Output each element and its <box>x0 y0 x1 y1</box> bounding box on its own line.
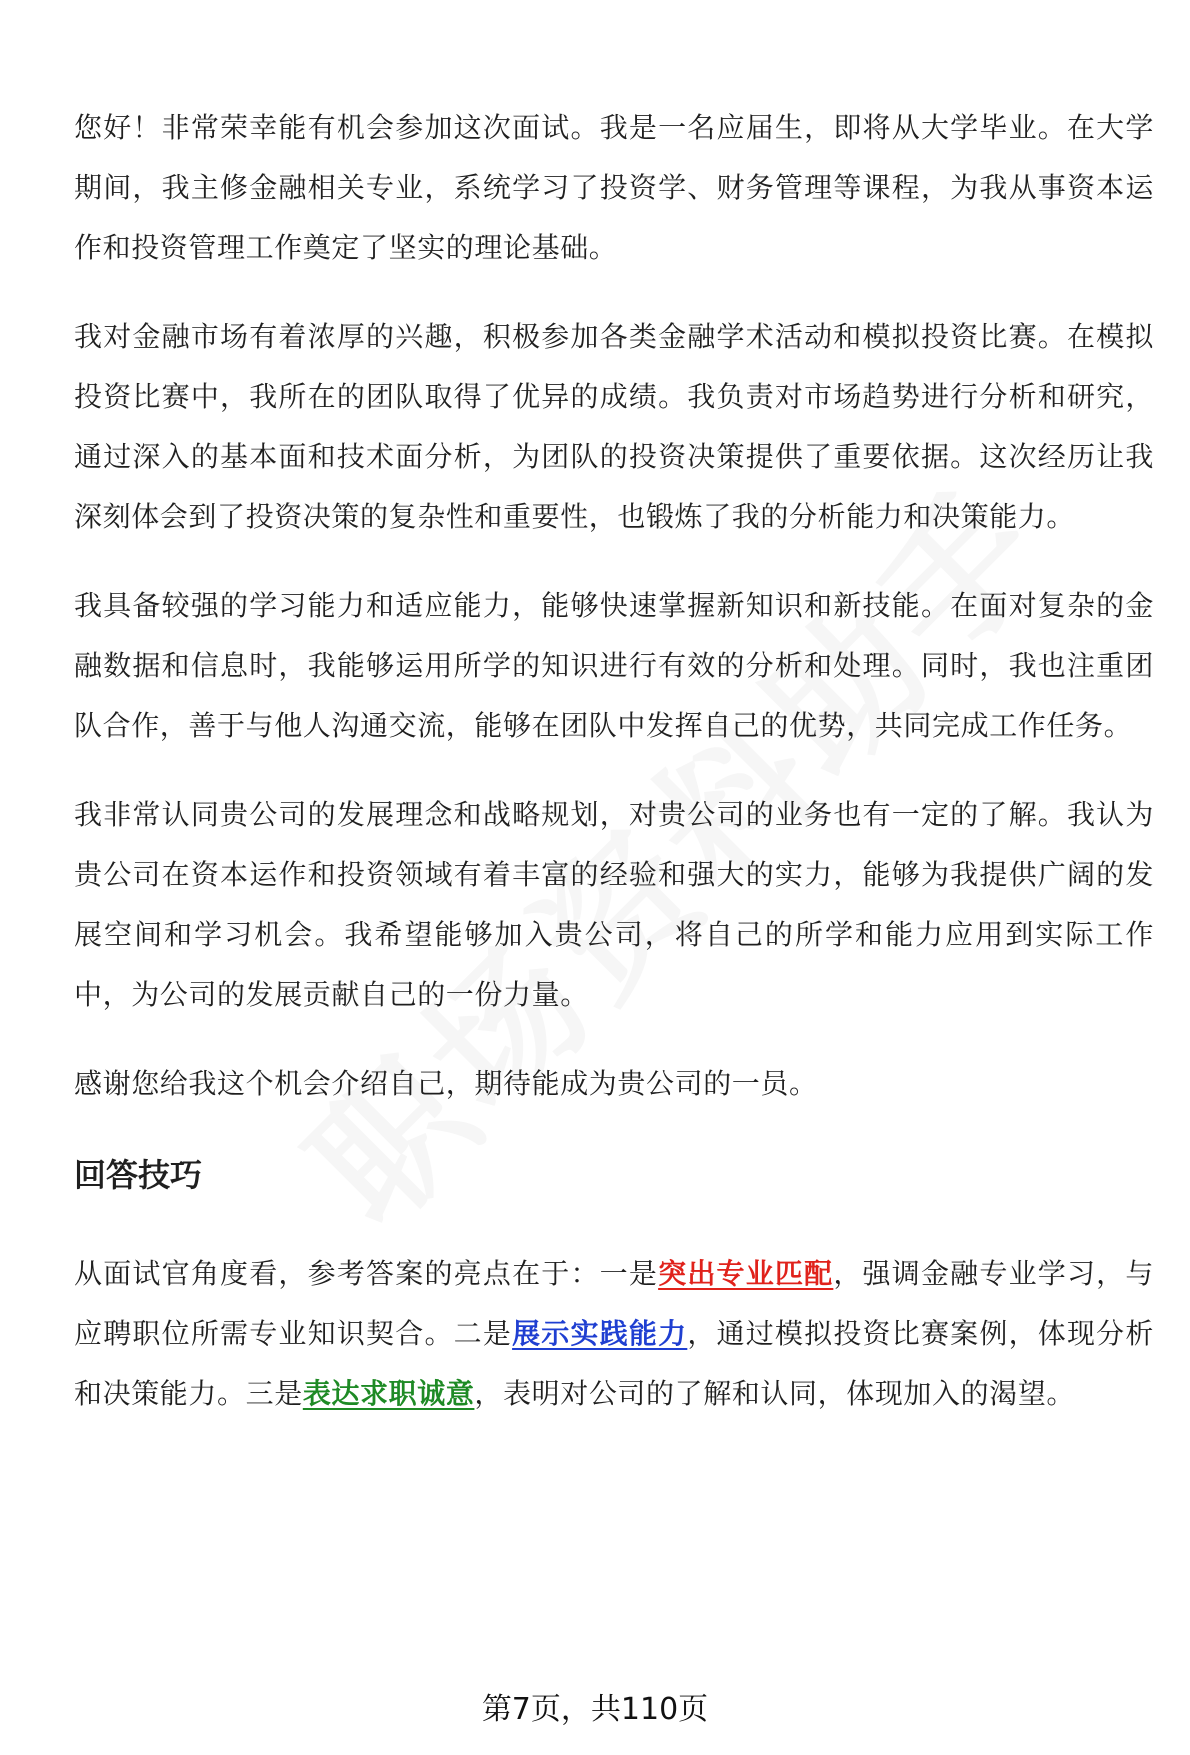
answer-paragraph-5: 感谢您给我这个机会介绍自己，期待能成为贵公司的一员。 <box>74 1067 818 1100</box>
answer-paragraph-2: 我对金融市场有着浓厚的兴趣，积极参加各类金融学术活动和模拟投资比赛。在模拟投资比赛中，我所在的团队取得了优异的成绩。我负责对市场趋势进行分析和研究，通过深入的基本面和技术面分析，为团队的投资决策提供了重要依据。这次经历让我深刻体会到了投资决策的复杂性和重要性，也锻炼了我的分析能力和决策能力。 <box>74 320 1154 533</box>
answer-paragraph-3: 我具备较强的学习能力和适应能力，能够快速掌握新知识和新技能。在面对复杂的金融数据和信息时，我能够运用所学的知识进行有效的分析和处理。同时，我也注重团队合作，善于与他人沟通交流，能够在团队中发挥自己的优势，共同完成工作任务。 <box>74 589 1154 742</box>
document-body <box>74 98 1154 1453</box>
tips-text-3: ，通过模拟投资比赛案例，体现分析和决策能力。三是 <box>74 1317 1154 1410</box>
page-number: 第7页，共110页 <box>481 1692 709 1727</box>
answer-paragraph-1: 您好！非常荣幸能有机会参加这次面试。我是一名应届生，即将从大学毕业。在大学期间，我主修金融相关专业，系统学习了投资学、财务管理等课程，为我从事资本运作和投资管理工作奠定了坚实的理论基础。 <box>74 111 1154 264</box>
highlight-practical-ability: 展示实践能力 <box>512 1317 688 1350</box>
tips-text-2: ，强调金融专业学习，与应聘职位所需专业知识契合。二是 <box>74 1257 1154 1350</box>
tips-text-4: ，表明对公司的了解和认同，体现加入的渴望。 <box>474 1377 1076 1410</box>
tips-paragraph <box>74 1244 1154 1424</box>
highlight-job-sincerity: 表达求职诚意 <box>302 1377 475 1410</box>
tips-text-1: 从面试官角度看，参考答案的亮点在于：一是 <box>74 1257 659 1290</box>
highlight-professional-match: 突出专业匹配 <box>658 1257 834 1290</box>
tips-section-title: 回答技巧 <box>74 1156 203 1194</box>
answer-paragraph-4: 我非常认同贵公司的发展理念和战略规划，对贵公司的业务也有一定的了解。我认为贵公司在资本运作和投资领域有着丰富的经验和强大的实力，能够为我提供广阔的发展空间和学习机会。我希望能够加入贵公司，将自己的所学和能力应用到实际工作中，为公司的发展贡献自己的一份力量。 <box>74 798 1154 1011</box>
